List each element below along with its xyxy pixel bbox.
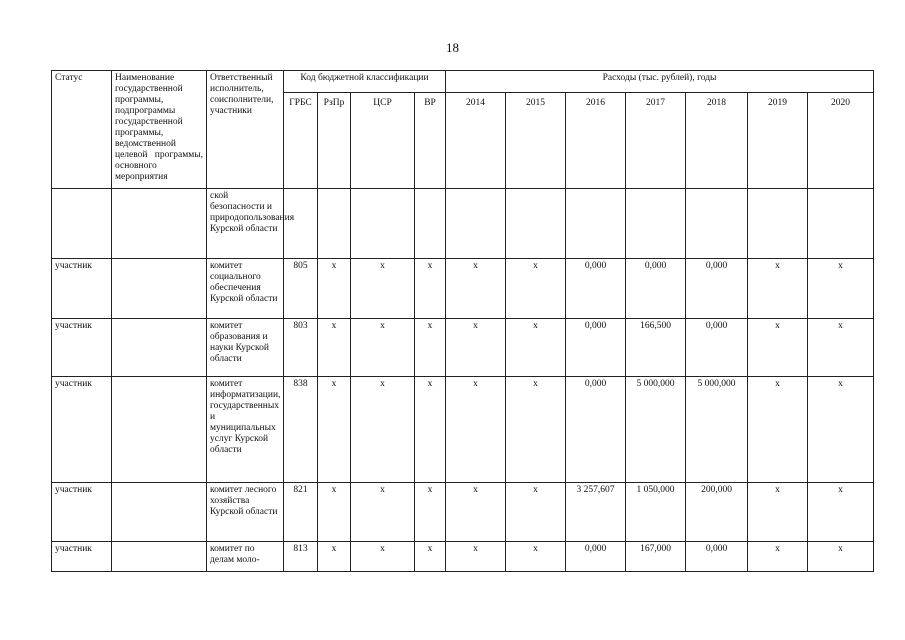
row-value-2017 [626, 189, 686, 259]
row-name [112, 542, 207, 572]
row-grbs: 821 [284, 483, 318, 542]
row-csr: х [351, 483, 415, 542]
row-rzpr [318, 189, 351, 259]
header-year-2016: 2016 [566, 93, 626, 189]
row-grbs: 813 [284, 542, 318, 572]
row-rzpr: х [318, 542, 351, 572]
table-row [52, 259, 874, 319]
page-number: 18 [446, 40, 459, 55]
row-responsible: комитет социального обеспечения Курской области [207, 259, 284, 319]
table-row [52, 319, 874, 377]
table-row [52, 377, 874, 483]
row-vr [415, 189, 446, 259]
row-name [112, 189, 207, 259]
row-value-2015: х [506, 259, 566, 319]
row-status: участник [52, 542, 112, 572]
row-value-2019: х [748, 542, 808, 572]
row-value-2014: х [446, 377, 506, 483]
header-csr: ЦСР [351, 93, 415, 189]
row-value-2019: х [748, 319, 808, 377]
row-value-2020 [808, 189, 874, 259]
row-value-2019 [748, 189, 808, 259]
header-year-2018: 2018 [686, 93, 748, 189]
row-value-2017: 0,000 [626, 259, 686, 319]
row-value-2020: х [808, 319, 874, 377]
row-value-2018: 5 000,000 [686, 377, 748, 483]
row-csr [351, 189, 415, 259]
row-value-2017: 166,500 [626, 319, 686, 377]
row-value-2014: х [446, 542, 506, 572]
row-value-2016: 0,000 [566, 542, 626, 572]
row-value-2017: 167,000 [626, 542, 686, 572]
row-value-2020: х [808, 483, 874, 542]
row-vr: х [415, 377, 446, 483]
row-value-2015 [506, 189, 566, 259]
row-value-2019: х [748, 377, 808, 483]
row-status: участник [52, 377, 112, 483]
header-year-2020: 2020 [808, 93, 874, 189]
row-value-2014 [446, 189, 506, 259]
header-year-2015: 2015 [506, 93, 566, 189]
row-grbs: 838 [284, 377, 318, 483]
row-name [112, 259, 207, 319]
row-responsible: ской безопасности и природопользования Курской области [207, 189, 284, 259]
header-code-group: Код бюджетной классификации [284, 71, 446, 93]
table-row [52, 483, 874, 542]
row-responsible: комитет по делам моло- [207, 542, 284, 572]
row-grbs [284, 189, 318, 259]
row-value-2014: х [446, 483, 506, 542]
row-responsible: комитет образования и науки Курской области [207, 319, 284, 377]
header-responsible: Ответственный исполнитель, соисполнители, участники [207, 71, 284, 189]
row-value-2014: х [446, 259, 506, 319]
row-responsible: комитет лесного хозяйства Курской области [207, 483, 284, 542]
row-value-2019: х [748, 483, 808, 542]
row-value-2016: 3 257,607 [566, 483, 626, 542]
row-rzpr: х [318, 483, 351, 542]
row-value-2018 [686, 189, 748, 259]
header-name: Наименование государственной программы, подпрограммы государственной программы, ведомственной целевой программы, основного мероприятия [112, 71, 207, 189]
row-vr: х [415, 542, 446, 572]
row-name [112, 319, 207, 377]
row-value-2017: 5 000,000 [626, 377, 686, 483]
row-responsible: комитет информатизации, государственных и муниципальных услуг Курской области [207, 377, 284, 483]
row-name [112, 377, 207, 483]
header-grbs: ГРБС [284, 93, 318, 189]
header-row-1 [52, 71, 874, 93]
row-value-2016: 0,000 [566, 259, 626, 319]
row-value-2017: 1 050,000 [626, 483, 686, 542]
row-value-2015: х [506, 483, 566, 542]
header-year-2019: 2019 [748, 93, 808, 189]
row-value-2020: х [808, 259, 874, 319]
row-value-2014: х [446, 319, 506, 377]
table-row [52, 189, 874, 259]
row-rzpr: х [318, 259, 351, 319]
row-value-2015: х [506, 319, 566, 377]
row-status: участник [52, 319, 112, 377]
row-name [112, 483, 207, 542]
row-value-2016: 0,000 [566, 377, 626, 483]
row-value-2015: х [506, 542, 566, 572]
row-rzpr: х [318, 319, 351, 377]
row-value-2018: 200,000 [686, 483, 748, 542]
row-status: участник [52, 483, 112, 542]
row-vr: х [415, 319, 446, 377]
row-value-2018: 0,000 [686, 259, 748, 319]
row-status: участник [52, 259, 112, 319]
budget-table [51, 70, 874, 572]
row-value-2016 [566, 189, 626, 259]
row-value-2018: 0,000 [686, 319, 748, 377]
row-csr: х [351, 259, 415, 319]
row-csr: х [351, 377, 415, 483]
header-year-2014: 2014 [446, 93, 506, 189]
row-csr: х [351, 319, 415, 377]
header-rzpr: РзПр [318, 93, 351, 189]
row-value-2020: х [808, 377, 874, 483]
row-value-2016: 0,000 [566, 319, 626, 377]
row-grbs: 805 [284, 259, 318, 319]
header-expenses-group: Расходы (тыс. рублей), годы [446, 71, 874, 93]
header-vr: ВР [415, 93, 446, 189]
row-grbs: 803 [284, 319, 318, 377]
row-value-2018: 0,000 [686, 542, 748, 572]
row-status [52, 189, 112, 259]
row-value-2020: х [808, 542, 874, 572]
header-year-2017: 2017 [626, 93, 686, 189]
row-vr: х [415, 483, 446, 542]
row-vr: х [415, 259, 446, 319]
row-csr: х [351, 542, 415, 572]
row-value-2015: х [506, 377, 566, 483]
header-status: Статус [52, 71, 112, 189]
row-value-2019: х [748, 259, 808, 319]
table-row [52, 542, 874, 572]
row-rzpr: х [318, 377, 351, 483]
